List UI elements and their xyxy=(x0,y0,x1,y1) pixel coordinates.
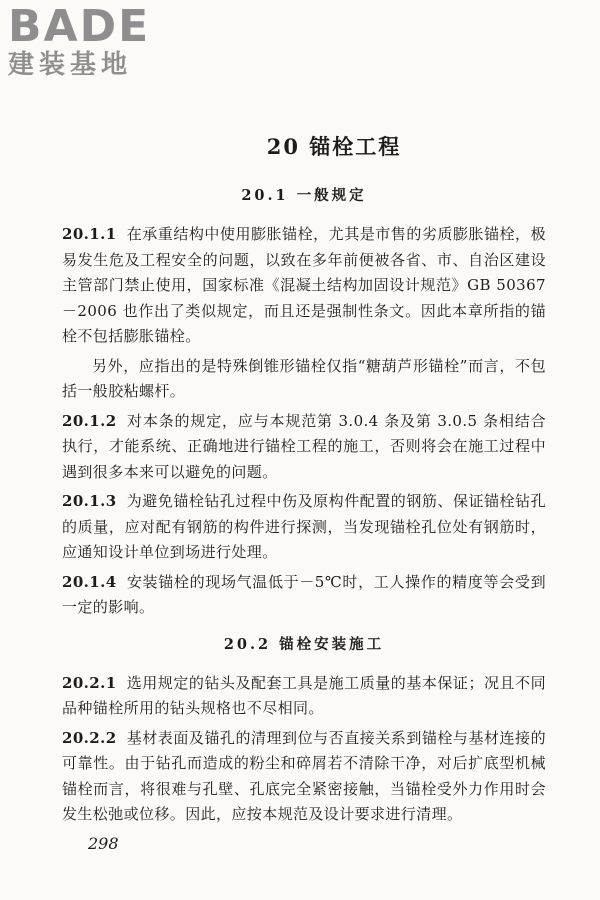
clause xyxy=(62,354,546,405)
clause-text: 选用规定的钻头及配套工具是施工质量的基本保证；况且不同品种锚栓所用的钻头规格也不尽相同。 xyxy=(62,673,546,717)
logo-subtitle: 建装基地 xyxy=(8,50,133,80)
clause-number: 20.2.2 xyxy=(62,728,117,747)
clause xyxy=(62,726,546,828)
chapter-title: 20 锚栓工程 xyxy=(266,134,402,159)
clause xyxy=(62,570,546,621)
page-body xyxy=(62,132,546,832)
section-title: 20.1 一般规定 xyxy=(241,187,367,204)
logo-wordmark: BADE xyxy=(8,1,151,52)
clause-text: 为避免锚栓钻孔过程中伤及原构件配置的钢筋、保证锚栓钻孔的质量，应对配有钢筋的构件进行探测，当发现锚栓孔位处有钢筋时，应通知设计单位到场进行处理。 xyxy=(62,492,546,561)
clause-text: 在承重结构中使用膨胀锚栓，尤其是市售的劣质膨胀锚栓，极易发生危及工程安全的问题，以致在多年前便被各省、市、自治区建设主管部门禁止使用，国家标准《混凝土结构加固设计规范》GB 50367－2006 也作出了类似规定，而且还是强制性条文。因此本章所指的锚栓不包括膨胀锚栓。 xyxy=(62,225,546,345)
clause xyxy=(62,222,546,350)
clause-text: 基材表面及锚孔的清理到位与否直接关系到锚栓与基材连接的可靠性。由于钻孔而造成的粉尘和碎屑若不清除干净，对后扩底型机械锚栓而言，将很难与孔壁、孔底完全紧密接触，当锚栓受外力作用时会发生松弛或位移。因此，应按本规范及设计要求进行清理。 xyxy=(62,728,546,823)
clause xyxy=(62,409,546,486)
clause-number: 20.2.1 xyxy=(62,673,117,692)
clause xyxy=(62,671,546,722)
clause-text: 对本条的规定，应与本规范第 3.0.4 条及第 3.0.5 条相结合执行，才能系统、正确地进行锚栓工程的施工，否则将会在施工过程中遇到很多本来可以避免的问题。 xyxy=(62,411,546,481)
clause-number: 20.1.2 xyxy=(62,411,117,430)
clause-number: 20.1.1 xyxy=(62,225,117,243)
logo xyxy=(8,1,183,80)
clause-text: 安装锚栓的现场气温低于－5℃时，工人操作的精度等会受到一定的影响。 xyxy=(62,572,546,616)
clause-number: 20.1.4 xyxy=(62,572,117,591)
section-title: 20.2 锚栓安装施工 xyxy=(223,635,385,653)
clause-text: 另外，应指出的是特殊倒锥形锚栓仅指“糖葫芦形锚栓”而言，不包括一般胶粘螺杆。 xyxy=(62,356,546,400)
clause-number: 20.1.3 xyxy=(62,492,117,510)
clause xyxy=(62,489,546,566)
page-number: 298 xyxy=(88,834,119,853)
